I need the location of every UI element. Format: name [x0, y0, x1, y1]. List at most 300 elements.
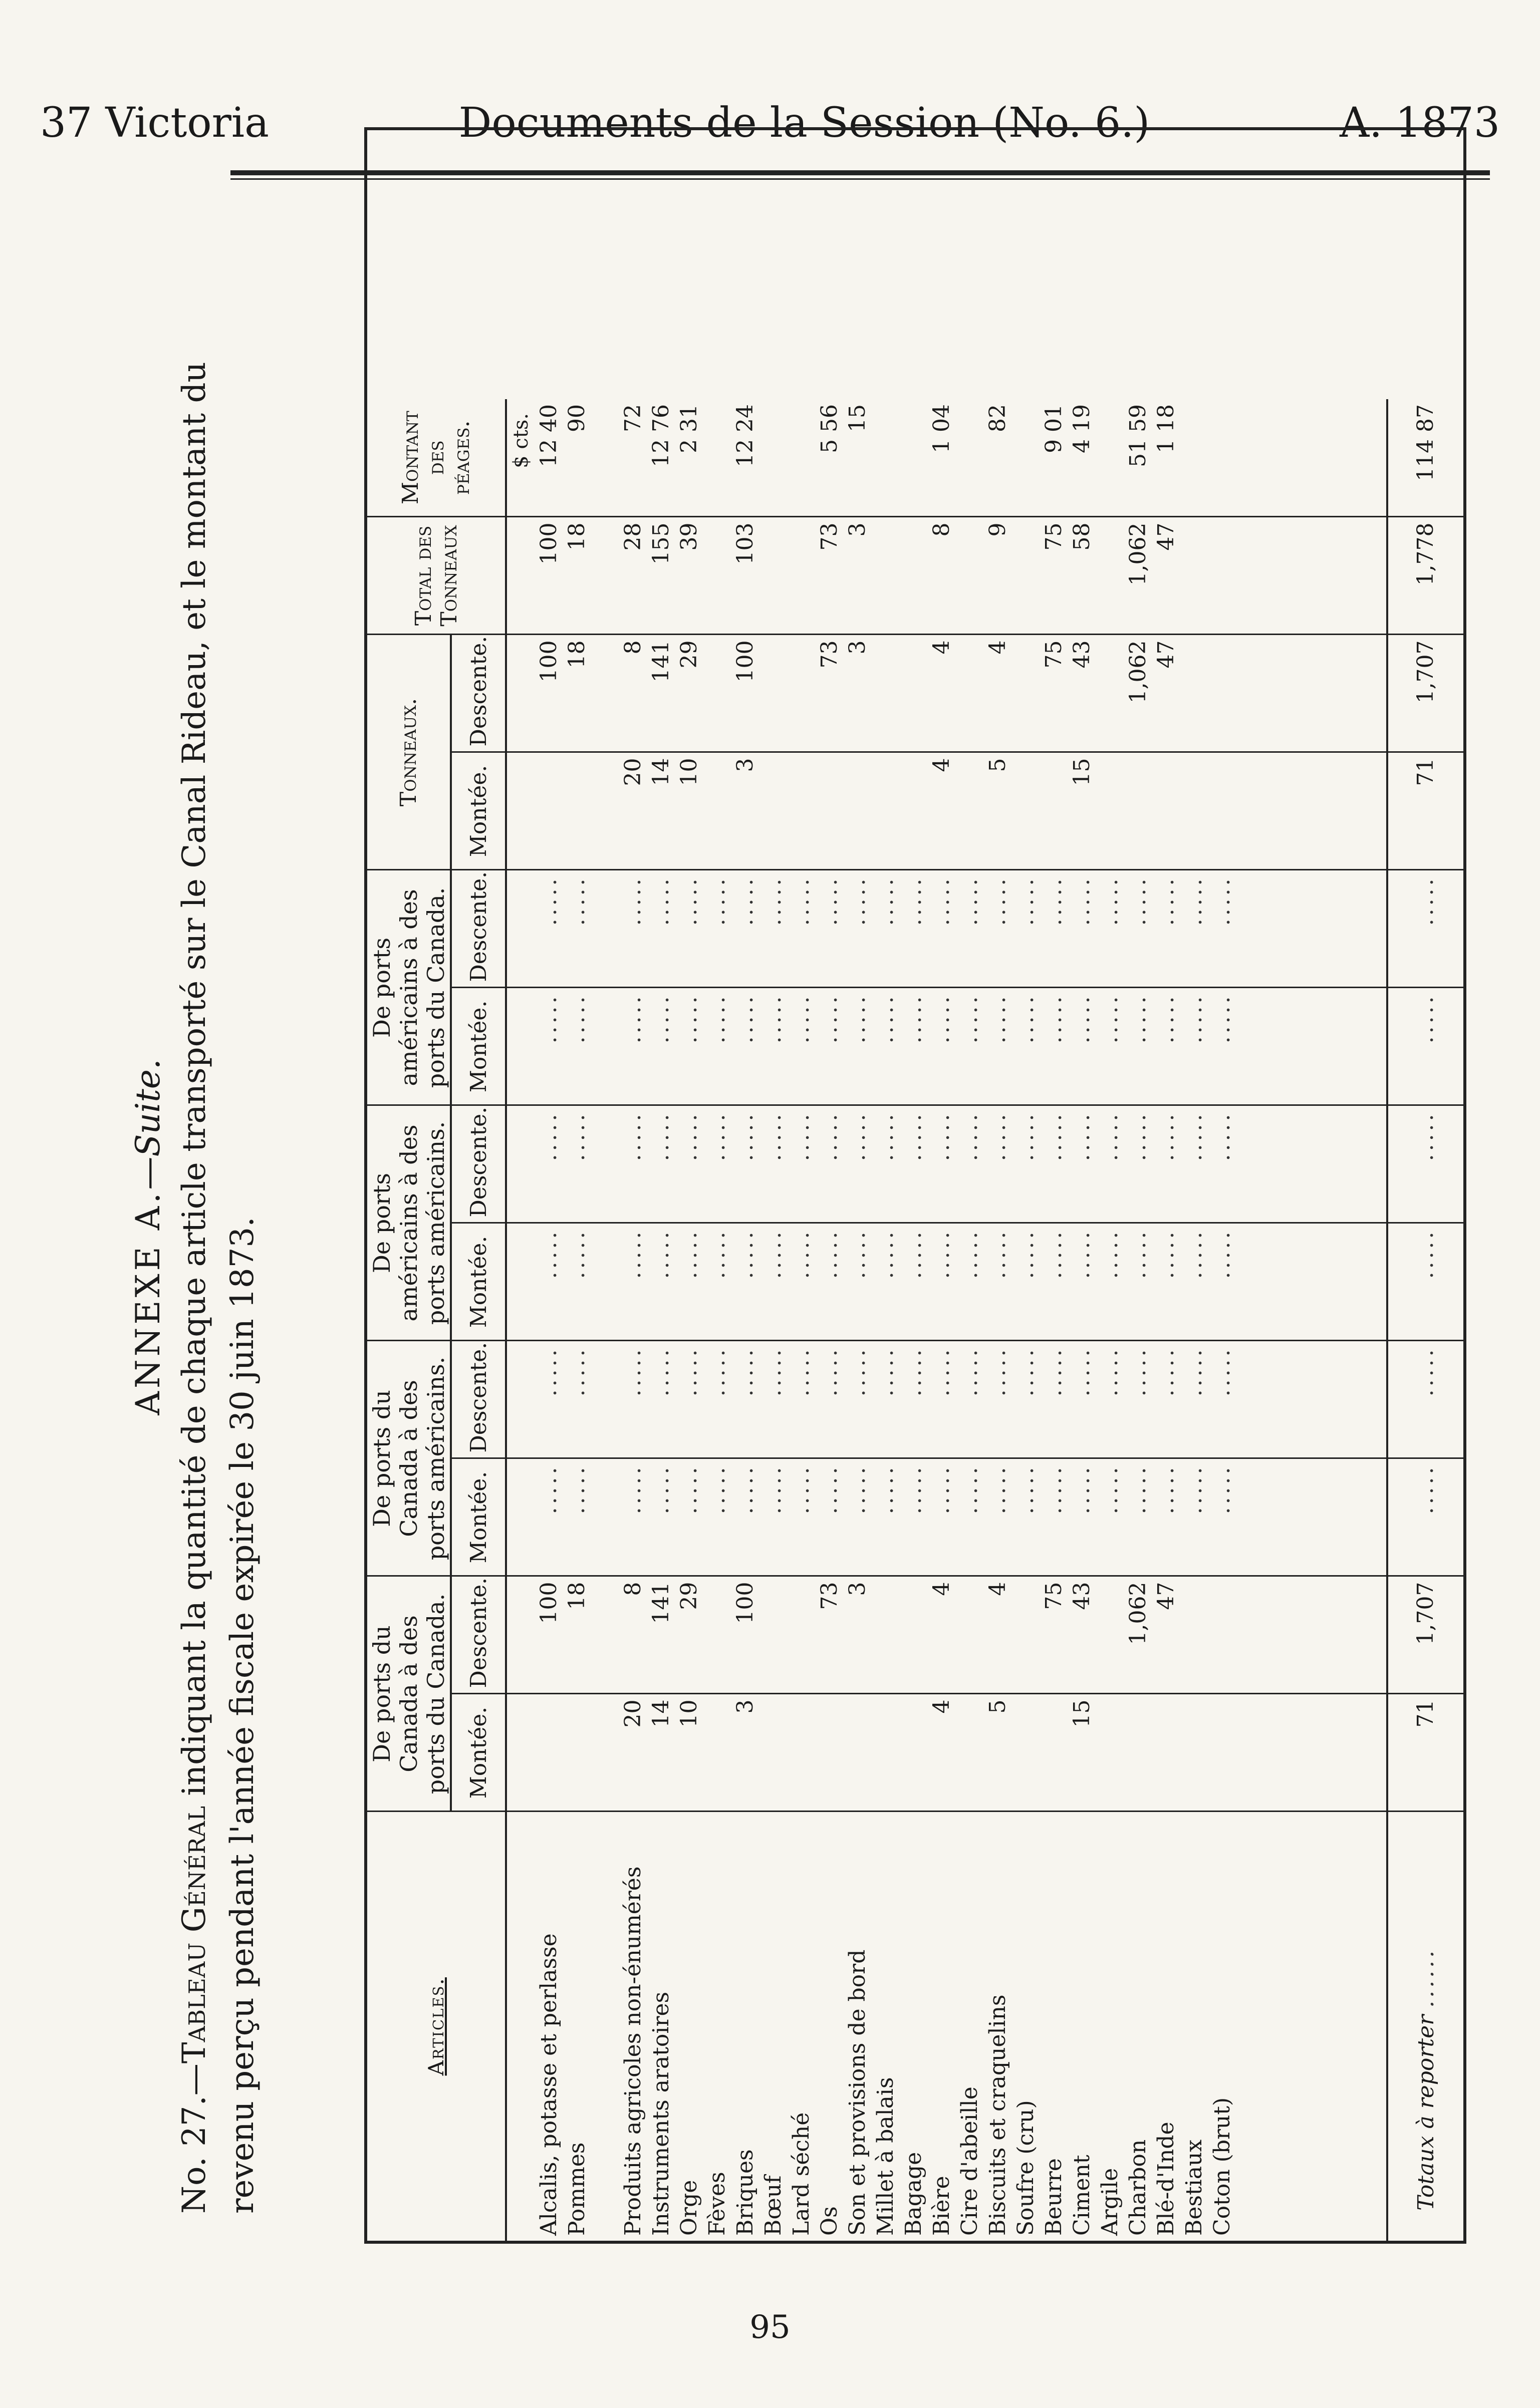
empty-cell: .....	[1125, 1464, 1151, 1515]
montant-column	[506, 399, 1387, 517]
empty-cell: .....	[901, 875, 926, 926]
empty-cell: .....	[1125, 1229, 1151, 1279]
table-cell	[1180, 1582, 1208, 1688]
table-cell	[1180, 522, 1208, 629]
table-cell: 12 76	[648, 404, 674, 467]
empty-cell: .....	[620, 1111, 646, 1161]
empty-cell: .....	[1013, 993, 1039, 1044]
empty-cell: .....	[929, 1229, 954, 1279]
empty-cell: .....	[1125, 993, 1151, 1044]
cc-montee-column	[506, 1694, 1387, 1812]
totals-empty: .....	[1387, 1223, 1465, 1341]
table-cell	[563, 1700, 591, 1806]
table-cell: 3	[845, 522, 870, 537]
subhead-descente: Descente.	[451, 1341, 506, 1458]
empty-cell: .....	[901, 1346, 926, 1397]
unit-label: $ cts.	[509, 413, 533, 468]
table-cell	[1096, 640, 1124, 746]
empty-cell: .....	[536, 1346, 562, 1397]
empty-cell: .....	[564, 875, 590, 926]
table-cell: 9	[985, 522, 1010, 537]
empty-cell: .....	[1153, 1346, 1179, 1397]
empty-cell: .....	[620, 993, 646, 1044]
table-cell: 58	[1069, 522, 1095, 551]
table-cell	[535, 758, 563, 864]
empty-cell: .....	[1069, 1346, 1095, 1397]
article-name: Orge	[676, 2180, 702, 2236]
table-cell	[900, 522, 928, 629]
totals-t-montee: 71	[1387, 752, 1465, 870]
empty-cell: .....	[957, 993, 982, 1044]
empty-cell: .....	[957, 1229, 982, 1279]
table-cell	[703, 758, 731, 864]
table-cell: 75	[1041, 640, 1067, 669]
table-cell	[872, 758, 900, 864]
article-name: Pommes	[564, 2142, 590, 2236]
table-cell: 18	[564, 1582, 590, 1610]
empty-cell: .....	[564, 1346, 590, 1397]
col-group-ca: De ports du Canada à des ports américains.	[366, 1341, 451, 1576]
table-cell: 51 59	[1125, 404, 1151, 467]
table-cell: 20	[620, 758, 646, 786]
article-name: Bestiaux	[1181, 2139, 1207, 2236]
table-cell	[759, 1582, 788, 1688]
empty-cell: .....	[873, 1464, 898, 1515]
empty-cell: .....	[648, 1229, 674, 1279]
empty-cell: .....	[760, 1346, 786, 1397]
table-cell	[956, 522, 984, 629]
table-cell: 1,062	[1125, 640, 1151, 704]
table-cell: 73	[817, 1582, 842, 1610]
empty-cell: .....	[1097, 1346, 1123, 1397]
table-cell: 3	[732, 1699, 758, 1714]
empty-cell: .....	[817, 1111, 842, 1161]
table-cell	[703, 1582, 731, 1688]
empty-cell: .....	[536, 993, 562, 1044]
empty-cell: .....	[1209, 1346, 1235, 1397]
table-cell	[759, 522, 788, 629]
empty-cell: .....	[1013, 875, 1039, 926]
header-right: A. 1873	[1339, 99, 1500, 147]
table-cell: 12 40	[536, 404, 562, 467]
empty-cell: .....	[1153, 1464, 1179, 1515]
empty-cell: .....	[1097, 993, 1123, 1044]
tonneaux-montee-column	[506, 752, 1387, 870]
empty-cell: .....	[1069, 1464, 1095, 1515]
totals-empty: .....	[1387, 1458, 1465, 1576]
empty-cell: .....	[1097, 1464, 1123, 1515]
table-cell: 43	[1069, 640, 1095, 669]
empty-cell: .....	[704, 875, 730, 926]
table-cell: 10	[676, 758, 702, 786]
aa-descente-column	[506, 1105, 1387, 1223]
empty-cell: .....	[873, 875, 898, 926]
empty-cell: .....	[1097, 875, 1123, 926]
table-cell	[956, 1582, 984, 1688]
article-name: Blé-d'Inde	[1153, 2122, 1179, 2236]
empty-cell: .....	[620, 1464, 646, 1515]
article-name: Fèves	[704, 2172, 730, 2236]
title-block	[124, 200, 339, 2274]
caption-title: Tableau Général	[176, 1805, 213, 2064]
article-name: Ciment	[1069, 2155, 1095, 2236]
empty-cell: .....	[817, 1346, 842, 1397]
empty-cell: .....	[676, 1111, 702, 1161]
empty-cell: .....	[564, 1111, 590, 1161]
subhead-descente: Descente.	[451, 870, 506, 988]
article-name: Son et provisions de bord	[845, 1949, 870, 2236]
empty-cell: .....	[760, 875, 786, 926]
table-cell	[1012, 640, 1040, 746]
empty-cell: .....	[760, 1229, 786, 1279]
empty-cell: .....	[1013, 1229, 1039, 1279]
empty-cell: .....	[1041, 875, 1067, 926]
totals-t-descente: 1,707	[1387, 635, 1465, 752]
article-name: Os	[817, 2206, 842, 2236]
table-cell	[1096, 758, 1124, 864]
table-cell	[1208, 640, 1236, 746]
empty-cell: .....	[1153, 875, 1179, 926]
empty-cell: .....	[1069, 875, 1095, 926]
table-cell: 4 19	[1069, 404, 1095, 453]
empty-cell: .....	[704, 993, 730, 1044]
empty-cell: .....	[1041, 993, 1067, 1044]
table-cell	[1096, 1582, 1124, 1688]
empty-cell: .....	[1209, 1229, 1235, 1279]
empty-cell: .....	[817, 875, 842, 926]
empty-cell: .....	[985, 1229, 1010, 1279]
article-name: Argile	[1097, 2168, 1123, 2236]
table-cell: 103	[732, 522, 758, 565]
table-cell: 29	[676, 1582, 702, 1610]
col-group-cc: De ports du Canada à des ports du Canada.	[366, 1576, 451, 1812]
empty-cell: .....	[985, 1346, 1010, 1397]
table-cell	[816, 1700, 844, 1806]
table-cell	[1152, 758, 1180, 864]
table-cell	[1180, 404, 1208, 511]
cc-descente-column	[506, 1576, 1387, 1694]
empty-cell: .....	[1097, 1111, 1123, 1161]
table-cell	[788, 522, 816, 629]
page-number: 95	[749, 2309, 791, 2346]
empty-cell: .....	[817, 1229, 842, 1279]
empty-cell: .....	[760, 1111, 786, 1161]
empty-cell: .....	[676, 993, 702, 1044]
table-cell	[1012, 1700, 1040, 1806]
table-cell	[759, 758, 788, 864]
article-name: Bagage	[901, 2152, 926, 2236]
empty-cell: .....	[536, 1229, 562, 1279]
empty-cell: .....	[648, 875, 674, 926]
table-cell	[1012, 522, 1040, 629]
empty-cell: .....	[536, 1111, 562, 1161]
annex-label: ANNEXE A.	[129, 1189, 167, 1415]
table-cell: 75	[1041, 1582, 1067, 1610]
table-cell: 73	[817, 640, 842, 669]
empty-cell: .....	[620, 1346, 646, 1397]
table-cell: 141	[648, 640, 674, 683]
empty-cell: .....	[732, 1464, 758, 1515]
empty-cell: .....	[1069, 1229, 1095, 1279]
empty-cell: .....	[1153, 993, 1179, 1044]
empty-cell: .....	[901, 1229, 926, 1279]
table-cell: 73	[817, 522, 842, 551]
col-group-ac: De ports américains à des ports du Canada.	[366, 870, 451, 1105]
empty-cell: .....	[536, 875, 562, 926]
table-cell	[1096, 404, 1124, 511]
article-name: Beurre	[1041, 2158, 1067, 2236]
totals-empty: .....	[1387, 870, 1465, 988]
table-cell	[900, 640, 928, 746]
table-cell: 47	[1153, 640, 1179, 669]
table-cell	[788, 1700, 816, 1806]
caption-text: indiquant la quantité de chaque article transporté sur le Canal Rideau, et le montant du revenu perçu pendant l'année fiscale expirée le 30 juin 1873.	[176, 362, 261, 2214]
article-name: Produits agricoles non-énumérés	[620, 1866, 646, 2236]
empty-cell: .....	[845, 1229, 870, 1279]
table-cell: 141	[648, 1582, 674, 1624]
aa-montee-column	[506, 1223, 1387, 1341]
empty-cell: .....	[1013, 1346, 1039, 1397]
empty-cell: .....	[845, 1111, 870, 1161]
table-cell	[1180, 1700, 1208, 1806]
table-cell: 8	[620, 640, 646, 655]
totals-cc-montee: 71	[1387, 1694, 1465, 1812]
table-cell	[1208, 404, 1236, 511]
ac-montee-column	[506, 988, 1387, 1105]
empty-cell: .....	[1069, 1111, 1095, 1161]
empty-cell: .....	[676, 875, 702, 926]
table-cell: 12 24	[732, 404, 758, 467]
tonneaux-descente-column	[506, 635, 1387, 752]
ac-descente-column	[506, 870, 1387, 988]
empty-cell: .....	[929, 1346, 954, 1397]
table-cell: 3	[845, 640, 870, 655]
empty-cell: .....	[648, 1346, 674, 1397]
empty-cell: .....	[901, 1464, 926, 1515]
empty-cell: .....	[564, 1229, 590, 1279]
table-cell	[703, 522, 731, 629]
empty-cell: .....	[985, 1464, 1010, 1515]
empty-cell: .....	[732, 875, 758, 926]
caption-prefix: No. 27.—	[176, 2063, 213, 2214]
tolls-table	[364, 127, 1466, 2244]
table-cell	[1208, 522, 1236, 629]
rotated-page-content	[124, 200, 1476, 2274]
table-cell	[1124, 1700, 1152, 1806]
empty-cell: .....	[873, 1229, 898, 1279]
table-cell	[956, 404, 984, 511]
empty-cell: .....	[536, 1464, 562, 1515]
table-cell	[788, 1582, 816, 1688]
article-name: Briques	[732, 2149, 758, 2236]
table-cell	[872, 522, 900, 629]
subhead-descente: Descente.	[451, 1105, 506, 1223]
table-cell: 8	[929, 522, 954, 537]
table-cell	[956, 758, 984, 864]
empty-cell: .....	[1125, 1346, 1151, 1397]
table-cell: 100	[536, 1582, 562, 1624]
empty-cell: .....	[676, 1229, 702, 1279]
empty-cell: .....	[985, 1111, 1010, 1161]
empty-cell: .....	[1209, 1464, 1235, 1515]
article-name: Millet à balais	[873, 2077, 898, 2236]
empty-cell: .....	[985, 993, 1010, 1044]
table-cell: 14	[648, 1699, 674, 1728]
subhead-descente: Descente.	[451, 635, 506, 752]
table-cell	[1180, 640, 1208, 746]
article-name: Charbon	[1125, 2139, 1151, 2236]
table-cell: 15	[1069, 1699, 1095, 1728]
article-name: Cire d'abeille	[957, 2086, 982, 2236]
empty-cell: .....	[929, 875, 954, 926]
table-cell: 4	[929, 758, 954, 772]
table-cell: 72	[620, 404, 646, 432]
table-cell	[1096, 522, 1124, 629]
table-cell: 75	[1041, 522, 1067, 551]
empty-cell: .....	[789, 875, 814, 926]
table-cell	[900, 404, 928, 511]
table-cell: 3	[732, 758, 758, 772]
empty-cell: .....	[704, 1111, 730, 1161]
empty-cell: .....	[1181, 1464, 1207, 1515]
table-cell	[1208, 758, 1236, 864]
table-cell	[1012, 758, 1040, 864]
table-cell	[759, 640, 788, 746]
table-cell: 90	[564, 404, 590, 432]
empty-cell: .....	[873, 1346, 898, 1397]
col-articles: Articles.	[366, 1812, 506, 2242]
subhead-montee: Montée.	[451, 1458, 506, 1576]
table-cell	[956, 1700, 984, 1806]
empty-cell: .....	[845, 1346, 870, 1397]
totals-cc-descente: 1,707	[1387, 1576, 1465, 1694]
empty-cell: .....	[564, 1464, 590, 1515]
totals-row	[1387, 129, 1465, 2242]
table-cell: 47	[1153, 1582, 1179, 1610]
table-cell: 4	[929, 1582, 954, 1596]
table-cell: 100	[732, 1582, 758, 1624]
table-cell	[563, 758, 591, 864]
table-cell: 100	[536, 640, 562, 683]
empty-cell: .....	[1041, 1464, 1067, 1515]
empty-cell: .....	[845, 993, 870, 1044]
article-name: Soufre (cru)	[1013, 2100, 1039, 2236]
empty-cell: .....	[1013, 1111, 1039, 1161]
table-cell	[788, 640, 816, 746]
empty-cell: .....	[620, 1229, 646, 1279]
col-total: Total des Tonneaux	[366, 517, 506, 635]
empty-cell: .....	[1153, 1229, 1179, 1279]
table-cell: 47	[1153, 522, 1179, 551]
table-cell: 1,062	[1125, 522, 1151, 586]
empty-cell: .....	[929, 1464, 954, 1515]
empty-cell: .....	[1181, 1111, 1207, 1161]
empty-cell: .....	[789, 993, 814, 1044]
table-caption	[170, 200, 267, 2274]
table-cell: 3	[845, 1582, 870, 1596]
table-cell	[872, 404, 900, 511]
table-cell	[703, 640, 731, 746]
empty-cell: .....	[1125, 1111, 1151, 1161]
table-cell: 14	[648, 758, 674, 786]
table-cell	[872, 640, 900, 746]
empty-cell: .....	[817, 993, 842, 1044]
table-cell: 82	[985, 404, 1010, 432]
empty-cell: .....	[648, 993, 674, 1044]
table-cell: 4	[929, 1699, 954, 1714]
annex-suite: —Suite.	[129, 1059, 167, 1190]
empty-cell: .....	[704, 1464, 730, 1515]
table-cell: 28	[620, 522, 646, 551]
table-cell	[872, 1700, 900, 1806]
article-name: Bœuf	[760, 2175, 786, 2236]
header-center: Documents de la Session (No. 6.)	[458, 99, 1150, 147]
empty-cell: .....	[732, 1111, 758, 1161]
total-column	[506, 517, 1387, 635]
table-cell	[1012, 404, 1040, 511]
empty-cell: .....	[1209, 875, 1235, 926]
col-montant: Montant des péages.	[366, 399, 506, 517]
empty-cell: .....	[760, 993, 786, 1044]
empty-cell: .....	[789, 1111, 814, 1161]
empty-cell: .....	[789, 1346, 814, 1397]
subhead-montee: Montée.	[451, 1694, 506, 1812]
empty-cell: .....	[985, 875, 1010, 926]
table-cell	[1208, 1582, 1236, 1688]
table-cell: 43	[1069, 1582, 1095, 1610]
table-cell	[844, 1700, 872, 1806]
article-name: Alcalis, potasse et perlasse	[536, 1933, 562, 2236]
empty-cell: .....	[648, 1111, 674, 1161]
empty-cell: .....	[704, 1229, 730, 1279]
table-cell: 155	[648, 522, 674, 565]
empty-cell: .....	[957, 1464, 982, 1515]
empty-cell: .....	[817, 1464, 842, 1515]
empty-cell: .....	[1181, 1229, 1207, 1279]
table-cell	[1040, 758, 1068, 864]
empty-cell: .....	[1181, 993, 1207, 1044]
empty-cell: .....	[901, 1111, 926, 1161]
empty-cell: .....	[1153, 1111, 1179, 1161]
table-cell	[759, 1700, 788, 1806]
table-cell	[816, 758, 844, 864]
table-cell: 2 31	[676, 404, 702, 453]
empty-cell: .....	[957, 1111, 982, 1161]
table-cell	[872, 1582, 900, 1688]
article-name: Biscuits et craquelins	[985, 1994, 1010, 2236]
table-cell	[956, 640, 984, 746]
table-cell: 5	[985, 758, 1010, 772]
table-cell	[1180, 758, 1208, 864]
col-group-aa: De ports américains à des ports américains.	[366, 1105, 451, 1341]
col-tonneaux: Tonneaux.	[366, 635, 451, 870]
empty-cell: .....	[676, 1464, 702, 1515]
table-cell	[900, 1582, 928, 1688]
empty-cell: .....	[760, 1464, 786, 1515]
table-cell	[1152, 1700, 1180, 1806]
empty-cell: .....	[704, 1346, 730, 1397]
table-cell: 5	[985, 1699, 1010, 1714]
empty-cell: .....	[873, 1111, 898, 1161]
table-cell	[1124, 758, 1152, 864]
article-name: Instruments aratoires	[648, 1991, 674, 2236]
empty-cell: .....	[732, 1346, 758, 1397]
empty-cell: .....	[1041, 1346, 1067, 1397]
table-cell	[900, 1700, 928, 1806]
table-cell: 4	[985, 640, 1010, 655]
header-left: 37 Victoria	[40, 99, 269, 147]
table-cell: 100	[536, 522, 562, 565]
